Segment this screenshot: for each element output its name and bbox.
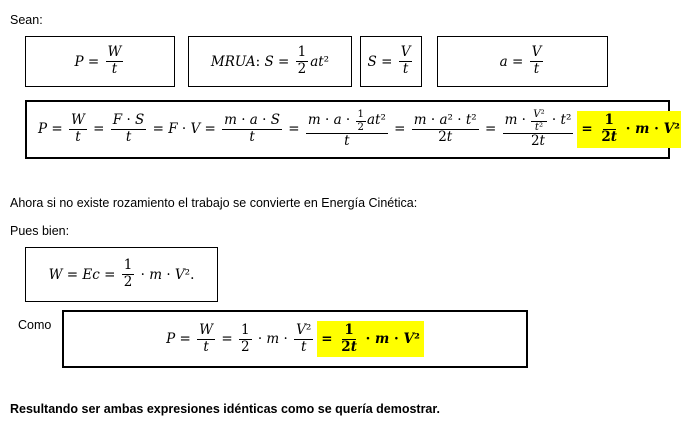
fraction: $\frac{V}{t}$ (531, 44, 542, 77)
derivation-box (25, 100, 680, 159)
formula-box-speed (360, 36, 422, 87)
formula-box-acceleration (437, 36, 608, 87)
formula-box-mrua (188, 36, 352, 87)
conclusion-text: Resultando ser ambas expresiones idénticas como se quería demostrar. (10, 402, 441, 416)
formula-power-definition: P = $\frac{W}{t}$ (74, 44, 122, 77)
fraction: $\frac{W}{t}$ (199, 321, 214, 355)
como-formula: P = $\frac{W}{t}$ = $\frac{1}{2}$ · m · V ² t = 1 2 t · m · V ² (166, 321, 424, 358)
fraction: V ² t ² (533, 108, 545, 133)
highlighted-result: = 1 2 t · m · V ² (317, 321, 424, 358)
formula-mrua: MRUA : S = $\frac{1}{2}$ at ² (210, 44, 330, 77)
formula-speed: S = $\frac{V}{t}$ (367, 44, 411, 77)
highlighted-result: = 1 2 t · m · V ² (577, 111, 681, 148)
formula-box-power-definition (25, 36, 175, 87)
fraction: m · a · $\frac{1}{2}$ at ² t (307, 108, 386, 150)
formula-acceleration: a = $\frac{V}{t}$ (499, 44, 542, 77)
fraction: $\frac{W}{t}$ (71, 112, 85, 145)
fraction: 1 2 t (341, 321, 357, 355)
fraction: m · a · S t (224, 112, 280, 145)
fraction: $\frac{1}{2}$ (240, 321, 250, 355)
fraction: $\frac{1}{2}$ (357, 108, 364, 133)
fraction: $\frac{W}{t}$ (107, 44, 122, 77)
fraction: m · a ² · t ² 2 t (413, 112, 477, 145)
pues-bien-label: Pues bien: (10, 224, 70, 238)
friction-note: Ahora si no existe rozamiento el trabajo se convierte en Energía Cinética: (10, 196, 418, 210)
fraction: $\frac{V}{t}$ (400, 44, 411, 77)
como-formula-box (62, 310, 528, 368)
kinetic-energy-formula: W = Ec = $\frac{1}{2}$ · m · V ². (48, 257, 195, 290)
fraction: F · S t (112, 112, 145, 145)
fraction: m · V ² t ² · t ² 2 t (504, 108, 572, 150)
fraction: V ² t (296, 321, 312, 355)
fraction: 1 2 t (601, 112, 618, 145)
como-label: Como (18, 318, 52, 332)
fraction: $\frac{1}{2}$ (297, 44, 307, 77)
fraction: $\frac{1}{2}$ (123, 257, 133, 290)
derivation-formula: P = $\frac{W}{t}$ = F · S t = F · V = m · a · S t = m · a · $\frac{1}{2}$ at ² t = m · a ² · t ² 2 t = m · V ² t ² · t ² 2 t = 1 2 t · m · V ² (38, 109, 681, 151)
intro-label: Sean: (10, 13, 43, 27)
kinetic-energy-box (25, 247, 218, 302)
